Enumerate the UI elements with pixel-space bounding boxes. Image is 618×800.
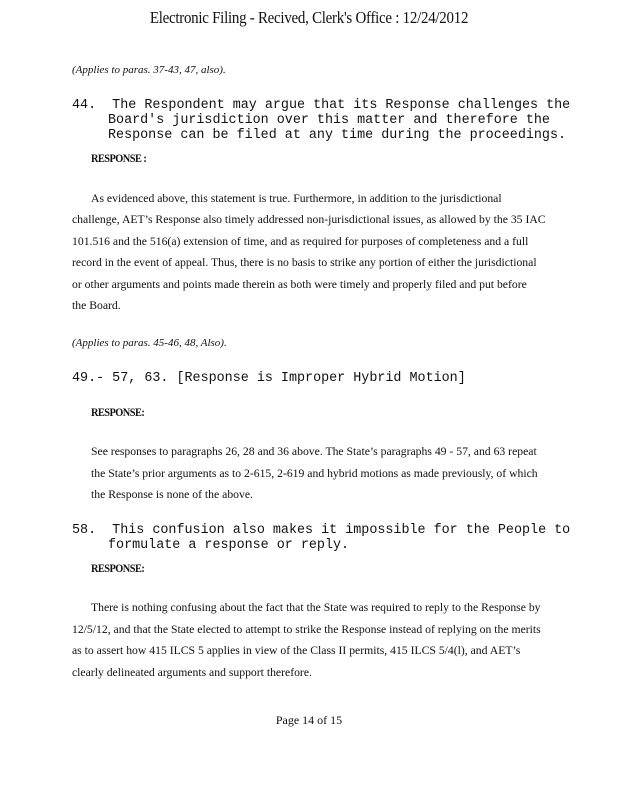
response-1-line: record in the event of appeal. Thus, there is no basis to strike any portion of either the jurisdictional (72, 256, 537, 269)
response-3-line: clearly delineated arguments and support therefore. (72, 666, 312, 679)
applies-note-2: (Applies to paras. 45-46, 48, Also). (72, 337, 227, 349)
response-3-line: 12/5/12, and that the State elected to attempt to strike the Response instead of replying on the merits (72, 623, 541, 636)
response-2-line: See responses to paragraphs 26, 28 and 36 above. The State’s paragraphs 49 - 57, and 63 repeat (91, 445, 537, 458)
filing-header: Electronic Filing - Recived, Clerk's Office : 12/24/2012 (149, 8, 469, 27)
paragraph-58-line-2: formulate a response or reply. (108, 538, 350, 553)
response-heading-2: RESPONSE: (91, 407, 145, 419)
response-1-line: As evidenced above, this statement is true. Furthermore, in addition to the jurisdictional (91, 192, 502, 205)
paragraph-49-57-63: 49.- 57, 63. [Response is Improper Hybrid Motion] (72, 371, 466, 386)
response-1-line: or other arguments and points made therein as both were timely and properly filed and put before (72, 278, 527, 291)
page-number: Page 14 of 15 (275, 713, 343, 727)
response-3-line: as to assert how 415 ILCS 5 applies in view of the Class II permits, 415 ILCS 5/4(l), and AET’s (72, 644, 521, 657)
response-2-line: the Response is none of the above. (91, 488, 253, 501)
response-1-line: challenge, AET’s Response also timely addressed non-jurisdictional issues, as allowed by the 35 IAC (72, 213, 546, 226)
response-heading-3: RESPONSE: (91, 563, 145, 575)
response-2-line: the State’s prior arguments as to 2-615, 2-619 and hybrid motions as made previously, of which (91, 467, 538, 480)
response-1-line: the Board. (72, 299, 121, 312)
response-heading-1: RESPONSE : (91, 153, 147, 165)
paragraph-44-line-1: 44. The Respondent may argue that its Response challenges the (72, 98, 571, 113)
response-1-line: 101.516 and the 516(a) extension of time, and as required for purposes of completeness and a full (72, 235, 529, 248)
paragraph-58-line-1: 58. This confusion also makes it impossible for the People to (72, 523, 571, 538)
response-3-line: There is nothing confusing about the fact that the State was required to reply to the Response by (91, 601, 541, 614)
paragraph-44-line-2: Board's jurisdiction over this matter and therefore the (108, 113, 550, 128)
applies-note-1: (Applies to paras. 37-43, 47, also). (72, 64, 226, 76)
paragraph-44-line-3: Response can be filed at any time during the proceedings. (108, 128, 567, 143)
